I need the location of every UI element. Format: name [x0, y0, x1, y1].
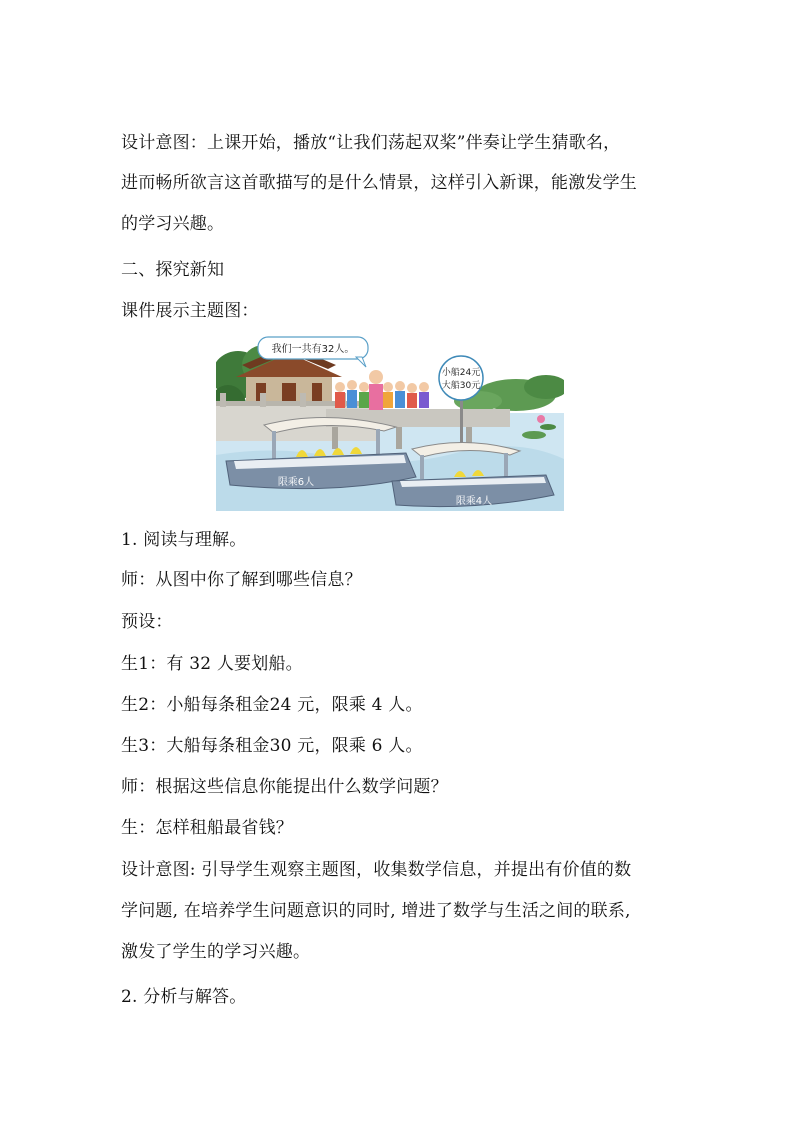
design-intent-2-line-1: 设计意图: 引导学生观察主题图，收集数学信息，并提出有价值的数: [121, 860, 632, 880]
step2-heading: 2. 分析与解答。: [121, 987, 247, 1007]
student-answer-1: 生1：有 32 人要划船。: [121, 654, 303, 674]
student-question: 生：怎样租船最省钱？: [121, 818, 293, 838]
design-intent-2-line-2: 学问题, 在培养学生问题意识的同时, 增进了数学与生活之间的联系,: [121, 901, 631, 921]
step1-heading: 1. 阅读与理解。: [121, 530, 247, 550]
teacher-question-2: 师：根据这些信息你能提出什么数学问题？: [121, 777, 448, 797]
sign-big-boat-price: 大船30元: [441, 381, 481, 391]
design-intent-2-line-3: 激发了学生的学习兴趣。: [121, 942, 311, 962]
courseware-label: 课件展示主题图：: [121, 301, 259, 321]
small-boat-capacity-label: 限乘4人: [455, 496, 493, 507]
speech-bubble-text: 我们一共有32人。: [271, 344, 355, 355]
preset-label: 预设：: [121, 612, 173, 632]
section-heading-explore: 二、探究新知: [121, 260, 225, 280]
teacher-question-1: 师：从图中你了解到哪些信息？: [121, 570, 362, 590]
big-boat-capacity-label: 限乘6人: [277, 477, 315, 488]
design-intent-line-2: 进而畅所欲言这首歌描写的是什么情景，这样引入新课，能激发学生: [121, 173, 637, 193]
sign-small-boat-price: 小船24元: [441, 368, 481, 378]
design-intent-line-1: 设计意图：上课开始，播放“让我们荡起双桨”伴奏让学生猜歌名，: [121, 133, 621, 153]
student-answer-3: 生3：大船每条租金30 元，限乘 6 人。: [121, 736, 423, 756]
student-answer-2: 生2：小船每条租金24 元，限乘 4 人。: [121, 695, 423, 715]
design-intent-line-3: 的学习兴趣。: [121, 214, 225, 234]
theme-illustration: [216, 335, 564, 511]
